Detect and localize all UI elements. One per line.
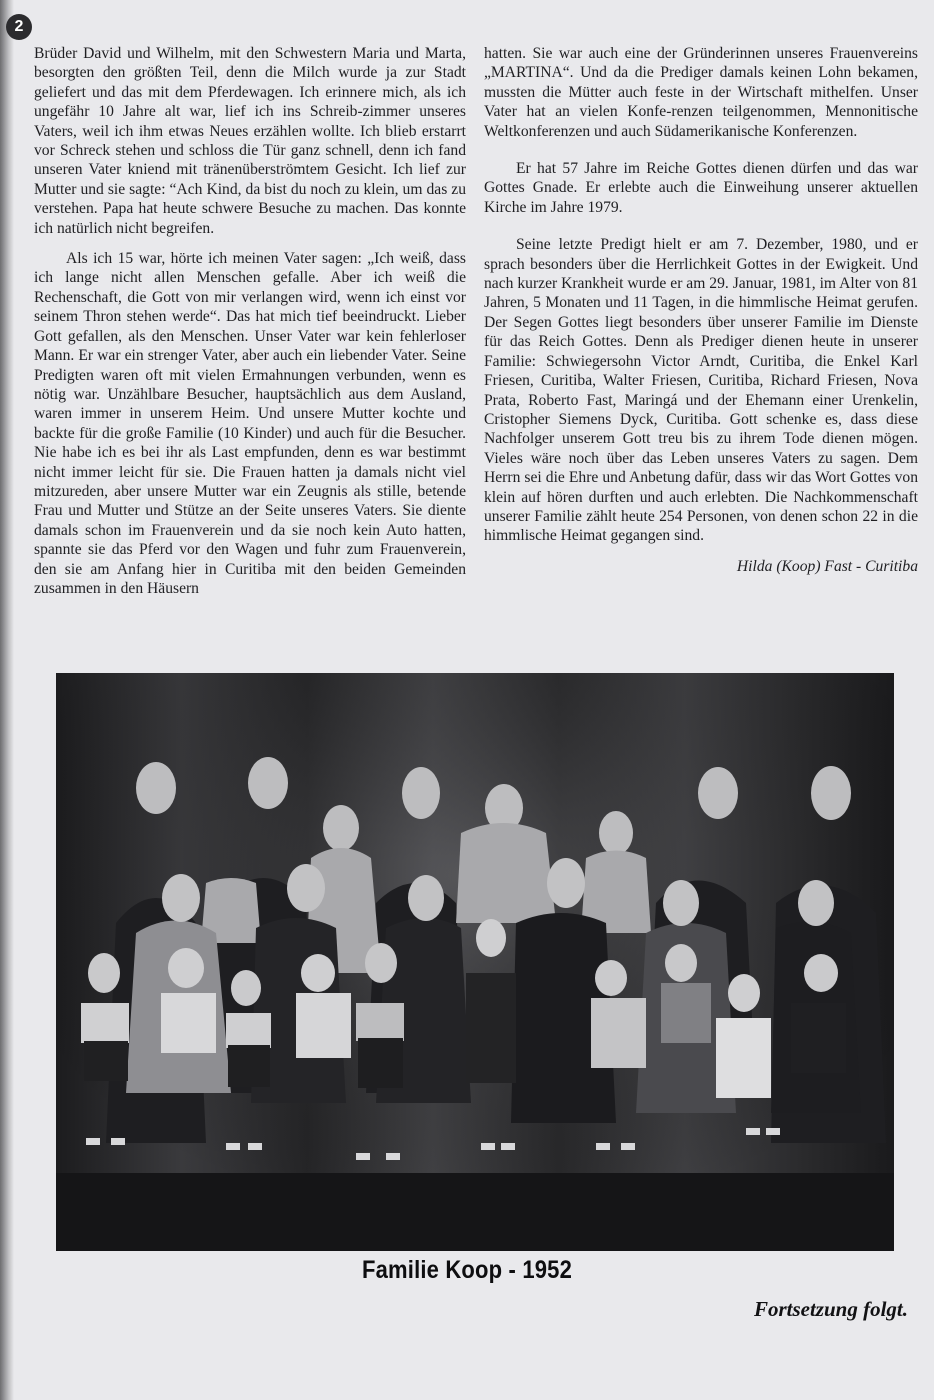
left-paragraph-2: Als ich 15 war, hörte ich meinen Vater sagen: „Ich weiß, dass ich lange nicht allen Menschen gefalle. Aber ich weiß die Rechenschaft, die Gott von mir verlangen wird, wenn ich einst vor seinem Thron stehen werde“. Das hat mich tief beeindruckt. Lieber Gott gefallen, als den Menschen. Unser Vater war kein fehlerloser Mann. Er war ein strenger Vater, aber auch ein liebender Vater. Seine Predigten waren oft mit vielen Ermahnungen verbunden, wenn es nötig war. Unzählbare Besucher, hauptsächlich aus dem Ausland, waren immer in unserem Heim. Und unsere Mutter kochte und backte für die große Familie (10 Kinder) und auch für die Besucher. Nie habe ich es bei ihr als Last empfunden, denn es war bestimmt nicht immer leicht für sie. Die Frauen hatten ja damals nicht viel mitzureden, aber unsere Mutter war ein Zeugnis als stille, betende Frau und Mutter und Stütze an der Seite unseres Vaters. Sie diente damals schon im Frauenverein und da sie noch kein Auto hatten, spannte sie das Pferd vor den Wagen und fuhr zum Frauenverein, den sie am Anfang hier in Curitiba mit den beiden Gemeinden zusammen in den Häusern bbox=[34, 250, 466, 597]
photo-caption: Familie Koop - 1952 bbox=[362, 1256, 572, 1284]
right-paragraph-2: Er hat 57 Jahre im Reiche Gottes dienen dürfen und das war Gottes Gnade. Er erlebte auch die Einweihung unserer aktuellen Kirche im Jahre 1979. bbox=[484, 160, 918, 216]
page-number-badge: 2 bbox=[6, 14, 32, 40]
right-paragraph-1: hatten. Sie war auch eine der Gründerinnen unseres Frauenvereins „MARTINA“. Und da die Prediger damals keinen Lohn bekamen, mussten die Mütter auch feste in der Wirtschaft mithelfen. Unser Vater hat an vielen Konfe-renzen teilgenommen, Mennonitische Weltkonferenzen und auch Südamerikanische Konferenzen. bbox=[484, 45, 918, 140]
continued-note: Fortsetzung folgt. bbox=[753, 1297, 908, 1321]
page-edge-shadow bbox=[0, 0, 14, 1400]
right-text-column bbox=[484, 44, 918, 576]
left-paragraph-1: Brüder David und Wilhelm, mit den Schwestern Maria und Marta, besorgten den größten Teil, denn die Milch wurde ja zur Stadt geliefert und das mit dem Pferdewagen. Ich erinnere mich, als ich ungefähr 10 Jahre alt war, lief ich ins Schreib-zimmer unseres Vaters, weil ich ihm etwas Neues erzählen wollte. Ich blieb erstarrt vor Schreck stehen und schloss die Tür ganz schnell, denn ich fand unseren Vater kniend mit tränenüberströmtem Gesicht. Ich lief zur Mutter und sie sagte: “Ach Kind, da bist du noch zu klein, um das zu verstehen. Papa hat heute schwere Besuche zu machen. Das konnte ich natürlich nicht begreifen. bbox=[34, 45, 466, 237]
right-paragraph-3: Seine letzte Predigt hielt er am 7. Dezember, 1980, und er sprach besonders über die Herrlichkeit Gottes in der Ewigkeit. Und nach kurzer Krankheit wurde er am 29. Januar, 1981, im Alter von 81 Jahren, 5 Monaten und 11 Tagen, in die himmlische Heimat gerufen. Der Segen Gottes liegt besonders über unserer Familie im Dienste für das Reich Gottes. Denn als Prediger dienen heute in unserer Familie: Schwiegersohn Victor Arndt, Curitiba, die Enkel Karl Friesen, Curitiba, Walter Friesen, Curitiba, Richard Friesen, Nova Prata, Roberto Fast, Maringá und der Ehemann einer Urenkelin, Cristopher Siemens Dyck, Curitiba. Gott schenke es, dass diese Nachfolger unserem Gott treu bis zu ihrem Tode dienen mögen. Vieles wäre noch über das Leben unseres Vaters zu sagen. Dem Herrn sei die Ehre und Anbetung dafür, dass wir das Wort Gottes von klein auf hören durften und auch erlebten. Die Nachkommenschaft unserer Familie zählt heute 254 Personen, von denen schon 22 in die himmlische Heimat gegangen sind. bbox=[484, 236, 918, 545]
left-text-column bbox=[34, 44, 466, 609]
family-photo bbox=[56, 673, 894, 1251]
author-signature: Hilda (Koop) Fast - Curitiba bbox=[736, 557, 918, 575]
family-photo-illustration bbox=[56, 673, 894, 1251]
